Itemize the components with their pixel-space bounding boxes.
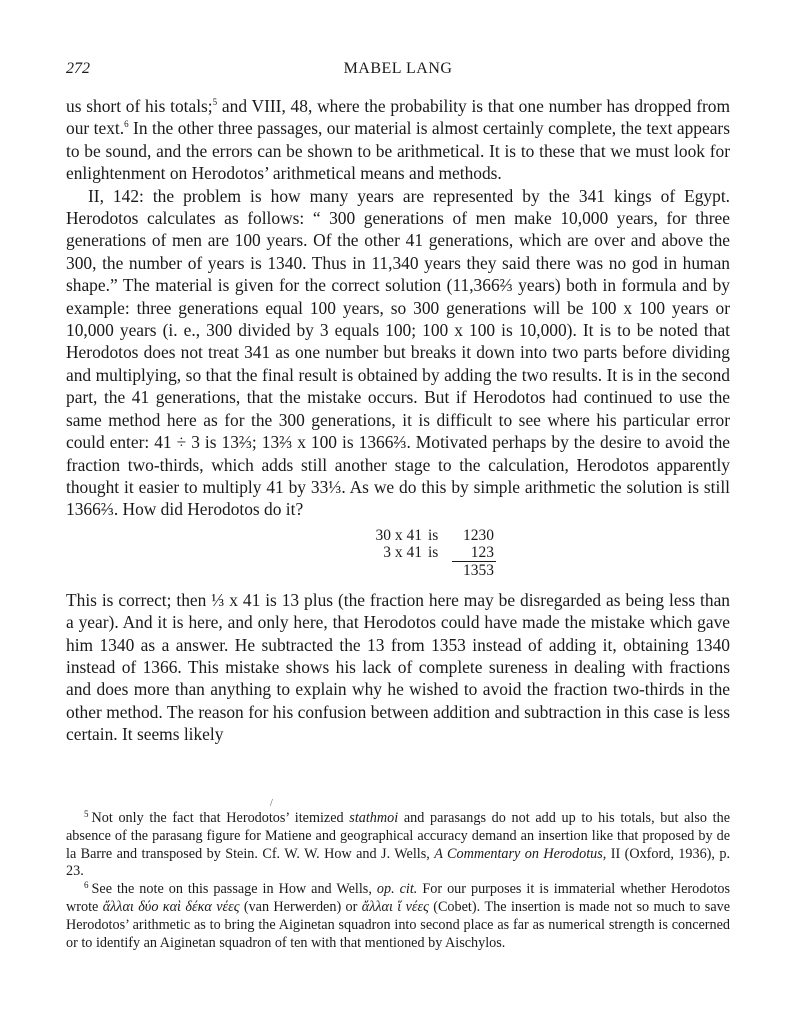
footnote-5	[66, 810, 730, 881]
footnote-text: See the note on this passage in How and Wells,	[91, 881, 377, 898]
footnote-text: (Cobet). The insertion is made not so much to save Herodotos’ arithmetic as to bring the Aiginetan squadron into second place as far as numerical strength is concerned or to identify an Aiginetan squadron of ten with that mentioned by Aischylos.	[66, 898, 731, 951]
calc-value: 1230	[463, 526, 494, 544]
calc-row	[66, 544, 730, 561]
p1-text-b: and VIII, 48, where the probability is that one number has dropped from our text.	[66, 96, 730, 139]
footnote-italic: op. cit.	[376, 881, 418, 898]
footnote-greek: ἄλλαι δύο καὶ δέκα νέες	[102, 898, 240, 915]
calc-row	[66, 527, 730, 544]
calc-operator: is	[428, 543, 439, 561]
calc-expression: 3 x 41	[383, 543, 422, 561]
footnote-italic: A Commentary on Herodotus,	[434, 845, 607, 862]
footnote-ref-6: 6	[124, 119, 129, 130]
calc-row-total	[66, 562, 730, 579]
paragraph-3: This is correct; then ⅓ x 41 is 13 plus (the fraction here may be disregarded as being less than a year). And it is here, and only here, that Herodotos could have made the mistake which gave him 1340 as a answer. He subtracted the 13 from 1353 instead of adding it, obtaining 1340 instead of 1366. This mistake shows his lack of complete sureness in dealing with fractions and does more than anything to explain why he wished to avoid the fraction two-thirds in the other method. The reason for his confusion between addition and subtraction in this case is less certain. It seems likely	[66, 589, 730, 745]
page-number: 272	[66, 60, 90, 77]
footnote-6	[66, 881, 730, 952]
footnotes	[66, 810, 730, 952]
footnote-greek: ἄλλαι ἵ νέες	[361, 898, 429, 915]
calc-operator: is	[428, 526, 439, 544]
footnote-text: For our purposes it is immaterial whether Herodotos wrote	[66, 881, 730, 915]
footnote-text: and parasangs do not add up to his totals, but also the absence of the parasang figure for Matiene and geographical accuracy demand an insertion like that proposed by de la Barre and transposed by Stein. Cf. W. W. How and J. Wells,	[66, 810, 730, 862]
footnote-italic: stathmoi	[349, 810, 399, 826]
footnote-text: (van Herwerden) or	[239, 898, 362, 915]
running-title: MABEL LANG	[343, 60, 453, 77]
p1-text-c: In the other three passages, our material is almost certainly complete, the text appears to be sound, and the errors can be shown to be arithmetical. It is to these that we must look for enlightenment on Herodotos’ arithmetical means and methods.	[66, 118, 730, 184]
running-head	[66, 60, 730, 82]
calc-total: 1353	[463, 561, 494, 579]
paragraph-2: II, 142: the problem is how many years are represented by the 341 kings of Egypt. Herodotos calculates as follows: “ 300 generations of men make 10,000 years, for three generations of men are 100 years. Of the other 41 generations, which are over and above the 300, the number of years is 1340. Thus in 11,340 years they said there was no god in human shape.” The material is given for the correct solution (11,366⅔ years) both in formula and by example: three generations equal 100 years, so 300 generations will be 100 x 100 years or 10,000 years (i. e., 300 divided by 3 equals 100; 100 x 100 is 10,000). It is to be noted that Herodotos does not treat 341 as one number but breaks it down into two parts before dividing and multiplying, so that the final result is obtained by adding the two results. It is in the second part, the 41 generations, that the mistake occurs. But if Herodotos had continued to use the same method here as for the 300 generations, it is difficult to see where his particular error could enter: 41 ÷ 3 is 13⅔; 13⅔ x 100 is 1366⅔. Motivated perhaps by the desire to avoid the fraction two-thirds, which adds still another stage to the calculation, Herodotos apparently thought it easier to multiply 41 by 33⅓. As we do this by simple arithmetic the solution is still 1366⅔. How did Herodotos do it?	[66, 185, 730, 520]
footnote-text: II (Oxford, 1936), p. 23.	[66, 845, 730, 880]
calc-expression: 30 x 41	[375, 526, 422, 544]
body-text	[66, 95, 730, 746]
p1-text-a: us short of his totals;	[66, 96, 213, 116]
footnote-ref-5: 5	[212, 97, 218, 107]
footnote-text: Not only the fact that Herodotos’ itemized	[91, 810, 350, 826]
footnote-number: 5	[84, 809, 89, 819]
calculation-block	[66, 527, 730, 579]
paragraph-1	[66, 95, 730, 185]
calc-value: 123	[470, 543, 494, 561]
footnote-number: 6	[84, 880, 89, 891]
stray-mark: /	[270, 798, 273, 809]
